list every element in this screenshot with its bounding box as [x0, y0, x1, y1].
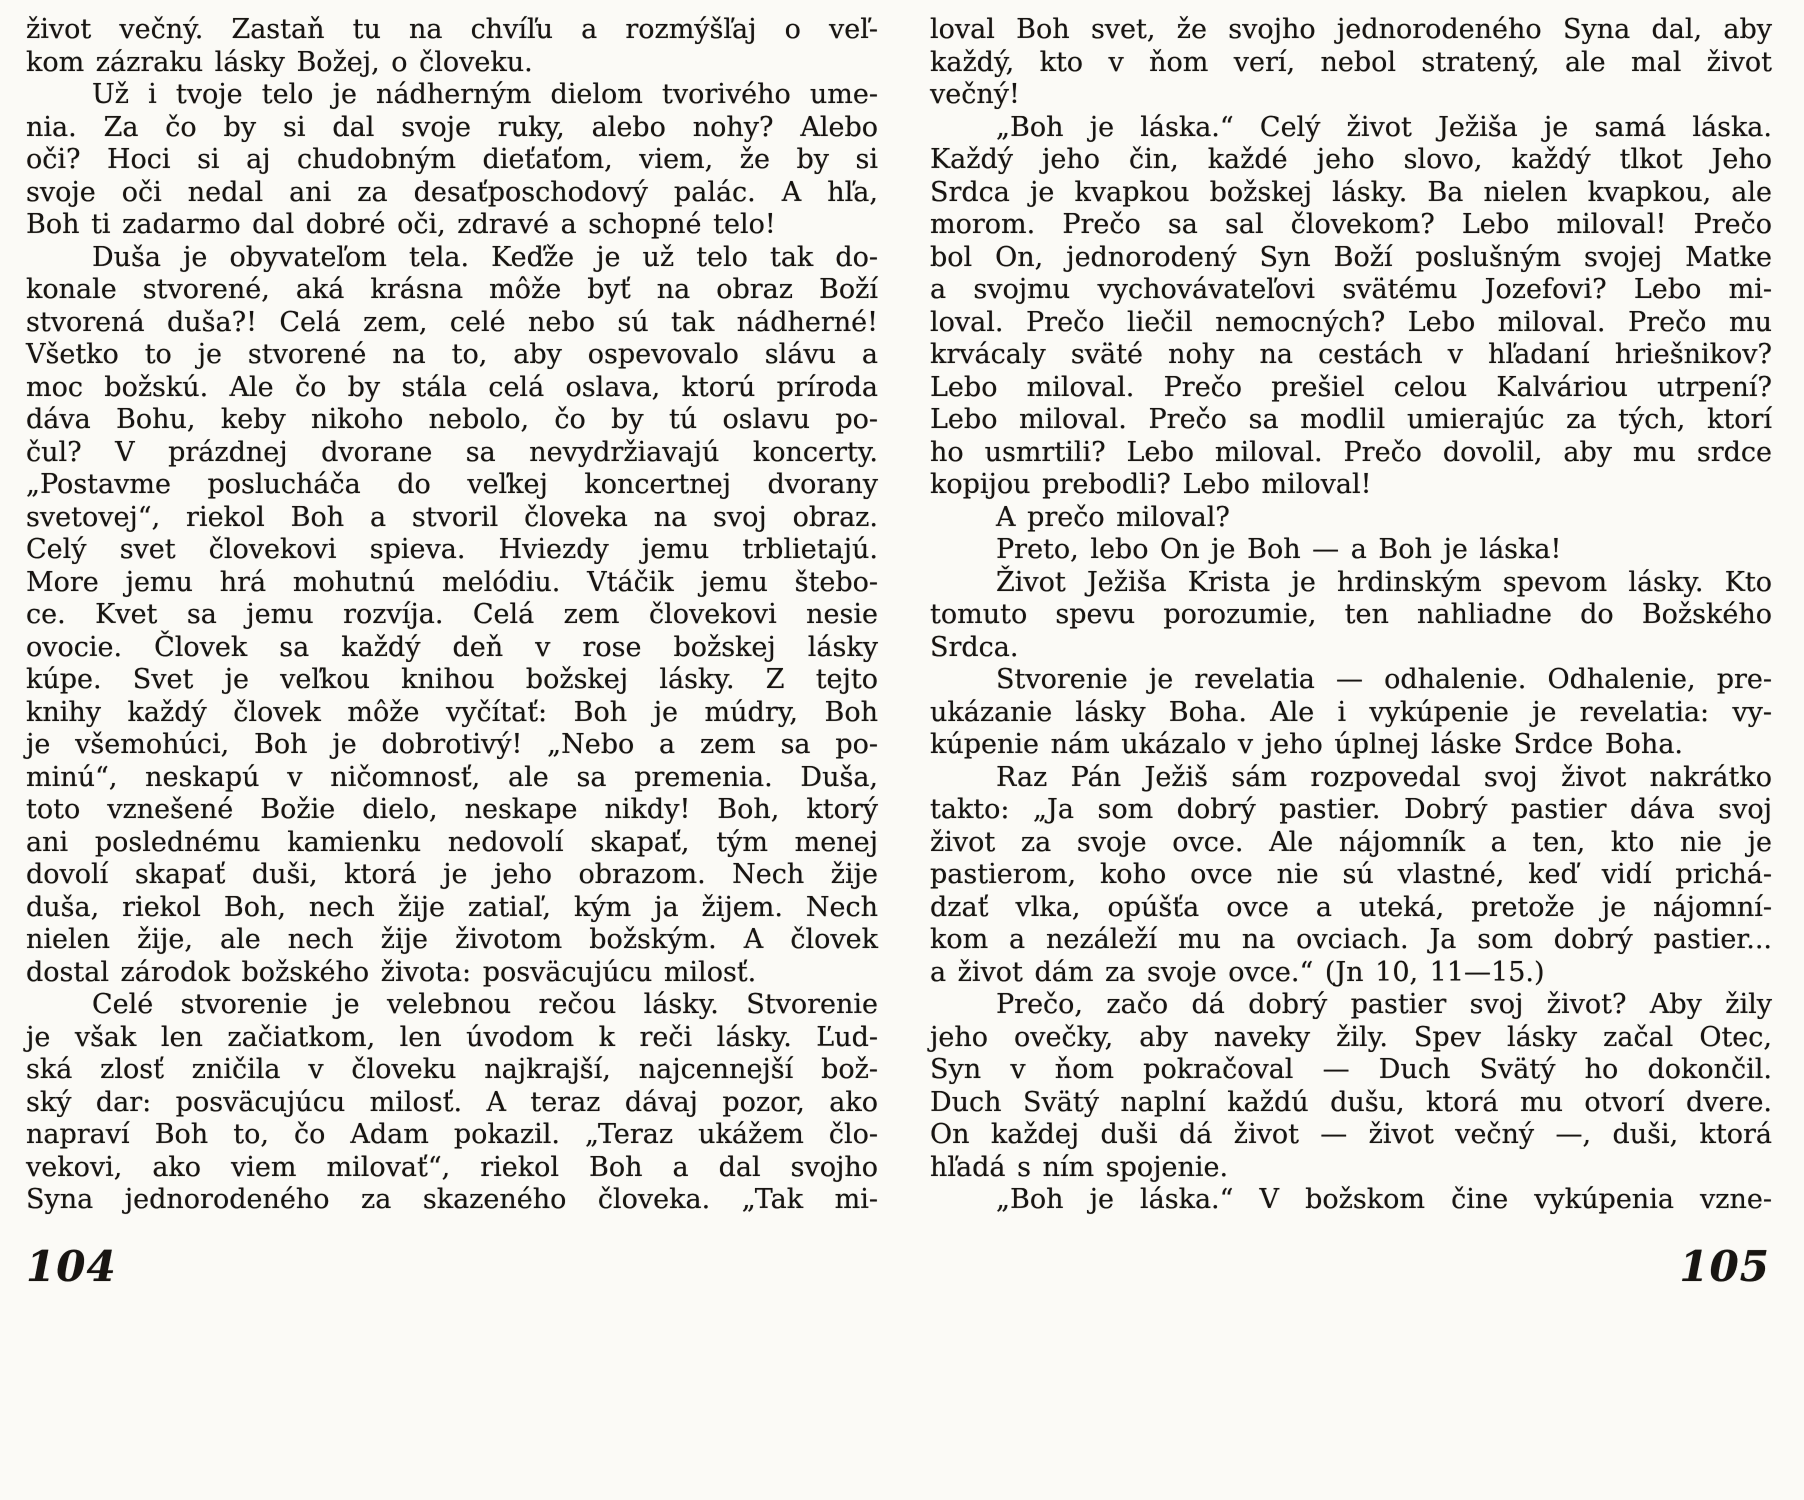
text-line: Prečo, začo dá dobrý pastier svoj život? Aby žily [996, 989, 1772, 1020]
text-line: Duch Svätý naplní každú dušu, ktorá mu otvorí dvere. [930, 1086, 1772, 1118]
page-104-text-column [26, 14, 878, 1217]
text-line: nielen žije, ale nech žije životom božským. A človek [26, 924, 878, 955]
text-line: ukázanie lásky Boha. Ale i vykúpenie je revelatia: vy- [930, 696, 1772, 728]
text-line: dzať vlka, opúšťa ovce a uteká, pretože je nájomní- [930, 891, 1772, 923]
text-line: stvorená duša?! Celá zem, celé nebo sú tak nádherné! [26, 306, 878, 338]
text-line: Syn v ňom pokračoval — Duch Svätý ho dokončil. [930, 1054, 1772, 1085]
text-line: ovocie. Človek sa každý deň v rose božskej lásky [26, 631, 878, 663]
text-line: ská zlosť zničila v človeku najkrajší, najcennejší bož- [26, 1054, 878, 1085]
text-line: loval. Prečo liečil nemocných? Lebo miloval. Prečo mu [930, 306, 1772, 338]
text-line: nia. Za čo by si dal svoje ruky, alebo nohy? Alebo [26, 111, 878, 143]
text-line: Boh ti zadarmo dal dobré oči, zdravé a schopné telo! [26, 209, 776, 240]
text-line: večný! [930, 79, 1020, 110]
text-line: oči? Hoci si aj chudobným dieťaťom, viem, že by si [26, 144, 878, 175]
text-line: ský dar: posväcujúcu milosť. A teraz dávaj pozor, ako [26, 1086, 878, 1118]
text-line: tomuto spevu porozumie, ten nahliadne do Božského [930, 599, 1772, 630]
text-line: konale stvorené, aká krásna môže byť na obraz Boží [26, 274, 878, 305]
text-line: ani poslednému kamienku nedovolí skapať, tým menej [26, 826, 878, 858]
text-line: Lebo miloval. Prečo prešiel celou Kalváriou utrpení? [930, 371, 1772, 403]
text-line: loval Boh svet, že svojho jednorodeného Syna dal, aby [930, 14, 1772, 45]
text-line: dostal zárodok božského života: posväcujúcu milosť. [26, 956, 757, 988]
text-line: Preto, lebo On je Boh — a Boh je láska! [996, 534, 1562, 565]
text-line: a život dám za svoje ovce.“ (Jn 10, 11—15.) [930, 956, 1545, 988]
text-line: svoje oči nedal ani za desaťposchodový palác. A hľa, [26, 176, 878, 208]
text-line: „Postavme poslucháča do veľkej koncertnej dvorany [26, 469, 878, 500]
text-line: Stvorenie je revelatia — odhalenie. Odhalenie, pre- [996, 664, 1772, 695]
text-line: On každej duši dá život — život večný —, duši, ktorá [930, 1119, 1772, 1150]
text-line: každý, kto v ňom verí, nebol stratený, ale mal život [930, 46, 1772, 78]
text-line: Život Ježiša Krista je hrdinským spevom lásky. Kto [996, 566, 1772, 598]
text-line: je však len začiatkom, len úvodom k reči lásky. Ľud- [26, 1021, 878, 1053]
text-line: Srdca je kvapkou božskej lásky. Ba nielen kvapkou, ale [930, 176, 1772, 208]
text-line: Celý svet človekovi spieva. Hviezdy jemu trblietajú. [26, 534, 878, 565]
text-line: takto: „Ja som dobrý pastier. Dobrý pastier dáva svoj [930, 794, 1772, 825]
text-line: Všetko to je stvorené na to, aby ospevovalo slávu a [26, 339, 878, 370]
text-line: napraví Boh to, čo Adam pokazil. „Teraz ukážem člo- [26, 1119, 878, 1150]
text-line: jeho ovečky, aby naveky žily. Spev lásky začal Otec, [930, 1021, 1772, 1053]
text-line: život za svoje ovce. Ale nájomník a ten, kto nie je [930, 826, 1772, 858]
text-line: A prečo miloval? [996, 501, 1230, 533]
text-line: Duša je obyvateľom tela. Keďže je už telo tak do- [92, 241, 878, 273]
text-line: Celé stvorenie je velebnou rečou lásky. Stvorenie [92, 989, 878, 1020]
text-line: Srdca. [930, 631, 1019, 663]
text-line: moc božskú. Ale čo by stála celá oslava, ktorú príroda [26, 371, 878, 403]
text-line: kopijou prebodli? Lebo miloval! [930, 469, 1372, 500]
text-line: kom a nezáleží mu na ovciach. Ja som dobrý pastier... [930, 924, 1772, 955]
text-line: život večný. Zastaň tu na chvíľu a rozmýšľaj o veľ- [26, 14, 878, 45]
text-line: ho usmrtili? Lebo miloval. Prečo dovolil, aby mu srdce [930, 436, 1772, 468]
text-line: Každý jeho čin, každé jeho slovo, každý tlkot Jeho [930, 144, 1772, 175]
text-line: dáva Bohu, keby nikoho nebolo, čo by tú oslavu po- [26, 404, 878, 435]
text-line: toto vznešené Božie dielo, neskape nikdy! Boh, ktorý [26, 794, 878, 825]
text-line: „Boh je láska.“ V božskom čine vykúpenia vzne- [996, 1184, 1772, 1215]
page-number-left: 104 [26, 1242, 117, 1291]
text-line: dovolí skapať duši, ktorá je jeho obrazom. Nech žije [26, 859, 878, 890]
text-line: Už i tvoje telo je nádherným dielom tvorivého ume- [92, 79, 878, 110]
text-line: Raz Pán Ježiš sám rozpovedal svoj život nakrátko [996, 761, 1772, 793]
page-105-text-column [930, 14, 1772, 1217]
text-line: krvácaly sväté nohy na cestách v hľadaní hriešnikov? [930, 339, 1772, 370]
text-line: svetovej“, riekol Boh a stvoril človeka na svoj obraz. [26, 501, 878, 533]
text-line: hľadá s ním spojenie. [930, 1151, 1229, 1183]
text-line: a svojmu vychovávateľovi svätému Jozefovi? Lebo mi- [930, 274, 1772, 305]
text-line: vekovi, ako viem milovať“, riekol Boh a dal svojho [26, 1151, 878, 1183]
text-line: duša, riekol Boh, nech žije zatiaľ, kým ja žijem. Nech [26, 891, 878, 923]
text-line: minú“, neskapú v ničomnosť, ale sa premenia. Duša, [26, 761, 878, 793]
text-line: More jemu hrá mohutnú melódiu. Vtáčik jemu štebo- [26, 566, 878, 598]
text-line: Lebo miloval. Prečo sa modlil umierajúc za tých, ktorí [930, 404, 1772, 435]
text-line: pastierom, koho ovce nie sú vlastné, keď vidí prichá- [930, 859, 1772, 890]
text-line: Syna jednorodeného za skazeného človeka. „Tak mi- [26, 1184, 878, 1215]
text-line: bol On, jednorodený Syn Boží poslušným svojej Matke [930, 241, 1772, 273]
text-line: „Boh je láska.“ Celý život Ježiša je samá láska. [996, 111, 1772, 143]
text-line: morom. Prečo sa sal človekom? Lebo miloval! Prečo [930, 209, 1772, 240]
text-line: čul? V prázdnej dvorane sa nevydržiavajú koncerty. [26, 436, 878, 468]
text-line: kúpe. Svet je veľkou knihou božskej lásky. Z tejto [26, 664, 878, 695]
page-number-right: 105 [1679, 1242, 1770, 1291]
text-line: ce. Kvet sa jemu rozvíja. Celá zem človekovi nesie [26, 599, 878, 630]
text-line: je všemohúci, Boh je dobrotivý! „Nebo a zem sa po- [26, 729, 878, 760]
text-line: kúpenie nám ukázalo v jeho úplnej láske Srdce Boha. [930, 729, 1683, 760]
text-line: kom zázraku lásky Božej, o človeku. [26, 46, 533, 78]
text-line: knihy každý človek môže vyčítať: Boh je múdry, Boh [26, 696, 878, 728]
